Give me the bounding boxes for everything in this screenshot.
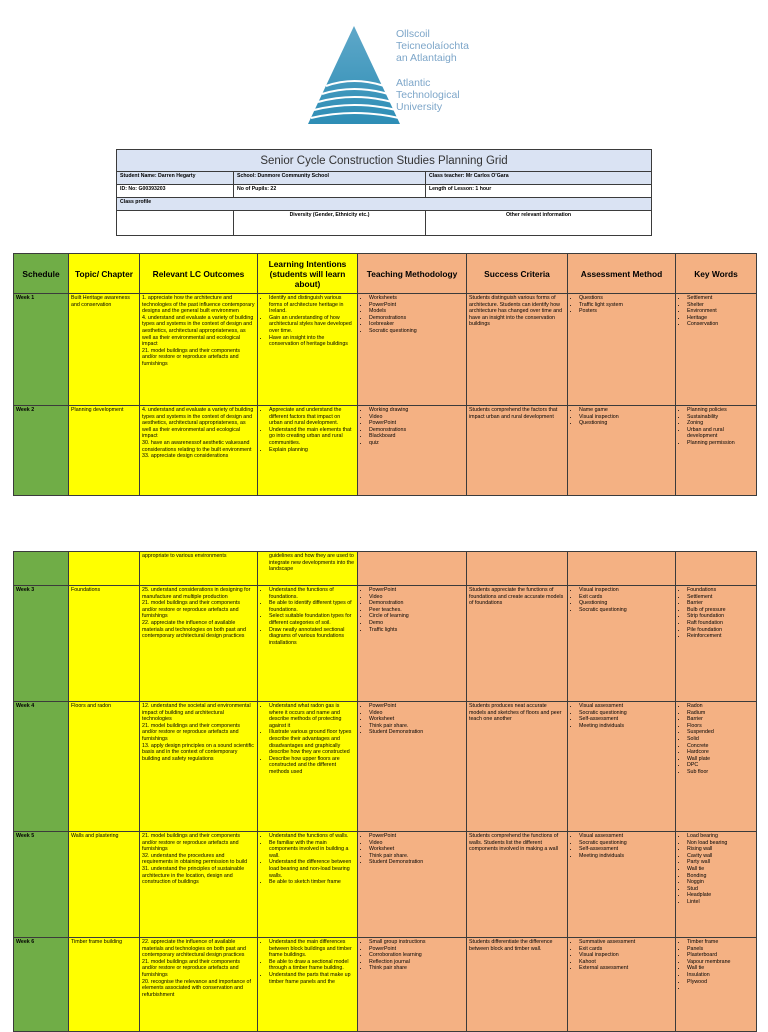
list-item: • Self-assessment — [579, 846, 673, 853]
bullet-list — [260, 703, 355, 776]
table-row — [14, 294, 757, 406]
list-item: • Questioning — [579, 420, 673, 427]
list-item: • Sustainability — [687, 414, 754, 421]
list-item: • Corroboration learning — [369, 952, 464, 959]
text-line: 32. understand the procedures and requirements in obtaining permission to build — [142, 852, 248, 866]
table-row — [14, 406, 757, 496]
table-row — [14, 552, 757, 586]
list-item: • Illustrate various ground floor types describe their advantages and disadvantages and graphically describe how they are constructed — [269, 729, 355, 755]
text-line: appropriate to various environments — [142, 553, 227, 559]
list-item: • Raft foundation — [687, 620, 754, 627]
list-item: • Be familiar with the main components involved in building a wall. — [269, 840, 355, 860]
list-item: • Radium — [687, 710, 754, 717]
header-schedule: Schedule — [14, 254, 69, 294]
bullet-list — [678, 407, 754, 447]
list-item: • Understand the parts that make up timber frame panels and the — [269, 972, 355, 985]
bullet-list — [360, 295, 464, 335]
list-item: • Understand what radon gas is where it occurs and name and describe methods of protecting against it — [269, 703, 355, 729]
keywords-cell — [676, 586, 757, 702]
list-item: • Urban and rural development — [687, 427, 754, 440]
list-item: • Appreciate and understand the different factors that impact on urban and rural development. — [269, 407, 355, 427]
schedule-cell: Week 2 — [14, 406, 69, 496]
logo-line: Ollscoil — [396, 28, 430, 40]
list-item: • Foundations — [687, 587, 754, 594]
assessment-cell — [568, 938, 676, 1032]
schedule-cell: Week 4 — [14, 702, 69, 832]
list-item: • Wall tie — [687, 965, 754, 972]
list-item: • Traffic light system — [579, 302, 673, 309]
list-item: • Visual assessment — [579, 833, 673, 840]
logo-line: Atlantic — [396, 76, 431, 89]
list-item: • Suspended — [687, 729, 754, 736]
planning-info-table — [116, 149, 652, 236]
student-id: ID: No: G00393203 — [117, 185, 234, 198]
assessment-cell — [568, 552, 676, 586]
list-item: • DPC — [687, 762, 754, 769]
list-item: • Traffic lights — [369, 627, 464, 634]
logo-line: Technological — [396, 88, 460, 101]
list-item: • Models — [369, 308, 464, 315]
list-item: • Meeting individuals — [579, 853, 673, 860]
list-item: • Student Demonstration — [369, 729, 464, 736]
list-item: • Hardcore — [687, 749, 754, 756]
list-item: • Exit cards — [579, 946, 673, 953]
list-item: • Peer teaches. — [369, 607, 464, 614]
list-item: • Timber frame — [687, 939, 754, 946]
list-item: • Shelter — [687, 302, 754, 309]
list-item: • Visual assessment — [579, 703, 673, 710]
outcomes-cell — [140, 552, 258, 586]
list-item: • Panels — [687, 946, 754, 953]
list-item: • Sub floor — [687, 769, 754, 776]
list-item: • Think pair share. — [369, 853, 464, 860]
bullet-list — [570, 295, 673, 315]
pupil-count: No of Pupils: 22 — [234, 185, 426, 198]
list-item: • Non load bearing — [687, 840, 754, 847]
list-item: • Socratic questioning — [579, 710, 673, 717]
diversity-label: Diversity (Gender, Ethnicity etc.) — [234, 211, 426, 236]
header-keywords: Key Words — [676, 254, 757, 294]
text-line: 22. appreciate the influence of available materials and technologies on both past and contemporary architectural design practices — [142, 939, 246, 959]
outcomes-cell — [140, 832, 258, 938]
topic-cell: Built Heritage awareness and conservation — [69, 294, 140, 406]
logo-line: University — [396, 101, 443, 114]
topic-cell — [69, 552, 140, 586]
schedule-cell: Week 3 — [14, 586, 69, 702]
bullet-list — [678, 833, 754, 906]
list-item: • Party wall — [687, 859, 754, 866]
logo-wordmark — [396, 28, 469, 113]
list-item: • Settlement — [687, 594, 754, 601]
success-cell: Students differentiate the difference between block and timber wall. — [467, 938, 568, 1032]
keywords-cell — [676, 552, 757, 586]
logo-line: an Atlantaigh — [396, 52, 457, 65]
header-intentions: Learning Intentions (students will learn about) — [258, 254, 358, 294]
table-row — [14, 586, 757, 702]
intentions-cell — [258, 294, 358, 406]
logo-line: Teicneolaíochta — [396, 40, 469, 53]
list-item: • Insulation — [687, 972, 754, 979]
text-line: 21. model buildings and their components and/or restore or reproduce artefacts and furnishings — [142, 347, 241, 367]
schedule-cell: Week 5 — [14, 832, 69, 938]
list-item: • Socratic questioning — [369, 328, 464, 335]
text-line: 12. understand the societal and environmental impact of building and architectural technologies — [142, 703, 251, 723]
class-teacher: Class teacher: Mr Carlos O’Gara — [426, 172, 652, 185]
topic-cell: Timber frame building — [69, 938, 140, 1032]
list-item: • Kahoot — [579, 959, 673, 966]
planning-grid-page2 — [13, 551, 757, 1032]
list-item: • Name game — [579, 407, 673, 414]
list-item: • PowerPoint — [369, 703, 464, 710]
header-assessment: Assessment Method — [568, 254, 676, 294]
bullet-list — [678, 295, 754, 328]
student-name: Student Name: Darren Hegarty — [117, 172, 234, 185]
assessment-cell — [568, 406, 676, 496]
list-item: • Select suitable foundation types for different categories of soil. — [269, 613, 355, 626]
list-item: • Concrete — [687, 743, 754, 750]
text-line: 22. appreciate the influence of available materials and technologies on both past and contemporary architectural design practices — [142, 619, 246, 640]
list-item: • Working drawing — [369, 407, 464, 414]
list-item: • Socratic questioning — [579, 840, 673, 847]
list-item: • Environment — [687, 308, 754, 315]
list-item: • Headplate — [687, 892, 754, 899]
methodology-cell — [358, 552, 467, 586]
success-cell: Students produces neat accurate models and sketches of floors and peer teach one another — [467, 702, 568, 832]
list-item: • Settlement — [687, 295, 754, 302]
list-item: • Demo — [369, 620, 464, 627]
bullet-list — [260, 295, 355, 348]
topic-cell: Foundations — [69, 586, 140, 702]
list-item: • Student Demonstration — [369, 859, 464, 866]
list-item: • Stud — [687, 886, 754, 893]
list-item: • Have an insight into the conservation of heritage buildings — [269, 335, 355, 348]
bullet-list — [260, 407, 355, 453]
list-item: • Summative assessment — [579, 939, 673, 946]
list-item: • PowerPoint — [369, 587, 464, 594]
list-item: • Strip foundation — [687, 613, 754, 620]
bullet-list — [678, 939, 754, 992]
text-line: 4. understand and evaluate a variety of building types and systems in the context of design and aesthetics, architectural appropriateness, as well as their environmental and ecological impact — [142, 407, 254, 440]
list-item: • Barrier — [687, 600, 754, 607]
outcomes-cell — [140, 938, 258, 1032]
text-line: 30. have an awarenessof aesthetic valuesand considerations relating to the built environment — [142, 439, 252, 453]
text-line: 21. model buildings and their components and/or restore or reproduce artefacts and furnishings — [142, 600, 241, 620]
methodology-cell — [358, 938, 467, 1032]
list-item: • Understand the functions of foundations. — [269, 587, 355, 600]
list-item: • Think pair share. — [369, 723, 464, 730]
assessment-cell — [568, 294, 676, 406]
list-item: • Radon — [687, 703, 754, 710]
methodology-cell — [358, 294, 467, 406]
list-item: • Meeting individuals — [579, 723, 673, 730]
list-item: • Draw neatly annotated sectional diagrams of various foundations installations — [269, 627, 355, 647]
list-item: • Reflection journal — [369, 959, 464, 966]
list-item: • Blackboard — [369, 433, 464, 440]
methodology-cell — [358, 832, 467, 938]
bullet-list — [570, 833, 673, 859]
list-item: • Describe how upper floors are constructed and the different methods used — [269, 756, 355, 776]
list-item: • Worksheet — [369, 716, 464, 723]
list-item: • Video — [369, 710, 464, 717]
list-item: • Heritage — [687, 315, 754, 322]
list-item: • Wall plate — [687, 756, 754, 763]
list-item: • Be able to sketch timber frame — [269, 879, 355, 886]
header-success: Success Criteria — [467, 254, 568, 294]
outcomes-cell — [140, 406, 258, 496]
topic-cell: Walls and plastering — [69, 832, 140, 938]
keywords-cell — [676, 702, 757, 832]
bullet-list — [570, 939, 673, 972]
list-item: • Floors — [687, 723, 754, 730]
list-item: • PowerPoint — [369, 833, 464, 840]
list-item: • Understand the functions of walls. — [269, 833, 355, 840]
list-item: • Demonstration — [369, 600, 464, 607]
intentions-cell: guidelines and how they are used to integrate new developments into the landscape — [258, 552, 358, 586]
list-item: • Noggin — [687, 879, 754, 886]
header-topic: Topic/ Chapter — [69, 254, 140, 294]
list-item: • Planning permission — [687, 440, 754, 447]
list-item: • Video — [369, 840, 464, 847]
text-line: 13. apply design principles on a sound scientific basis and in the context of contemporary building and safety regulations — [142, 742, 254, 762]
keywords-cell — [676, 294, 757, 406]
list-item: • Zoning — [687, 420, 754, 427]
bullet-list — [360, 407, 464, 447]
list-item: • quiz — [369, 440, 464, 447]
list-item: • Icebreaker — [369, 321, 464, 328]
list-item: • Bulb of pressure — [687, 607, 754, 614]
list-item: • Think pair share — [369, 965, 464, 972]
bullet-list — [678, 587, 754, 640]
schedule-cell: Week 1 — [14, 294, 69, 406]
bullet-list — [570, 703, 673, 729]
text-line: 1. appreciate how the architecture and technologies of the past influence contemporary designs and the general built environmen — [142, 295, 255, 315]
list-item: • Visual inspection — [579, 952, 673, 959]
list-item: • Questioning — [579, 600, 673, 607]
text-line: 21. model buildings and their components and/or restore or reproduce artefacts and furnishings — [142, 722, 241, 742]
list-item: • Reinforcement — [687, 633, 754, 640]
table-row — [14, 832, 757, 938]
list-item: • Wall tie — [687, 866, 754, 873]
bullet-list — [678, 703, 754, 776]
bullet-list — [360, 587, 464, 633]
list-item: • Posters — [579, 308, 673, 315]
list-item: • Understand the main differences between block buildings and timber frame buildings. — [269, 939, 355, 959]
list-item: • PowerPoint — [369, 946, 464, 953]
methodology-cell — [358, 702, 467, 832]
success-cell: Students comprehend the factors that impact urban and rural development — [467, 406, 568, 496]
intentions-cell — [258, 406, 358, 496]
success-cell: Students appreciate the functions of foundations and create accurate models of foundations — [467, 586, 568, 702]
outcomes-cell — [140, 586, 258, 702]
outcomes-cell — [140, 294, 258, 406]
list-item: • Questions — [579, 295, 673, 302]
list-item: • Understand the difference between load bearing and non-load bearing walls. — [269, 859, 355, 879]
list-item: • Solid — [687, 736, 754, 743]
list-item: • Demonstrations — [369, 315, 464, 322]
assessment-cell — [568, 586, 676, 702]
list-item: • Worksheet — [369, 846, 464, 853]
assessment-cell — [568, 702, 676, 832]
success-cell: Students comprehend the functions of walls. Students list the different components involved in making a wall — [467, 832, 568, 938]
methodology-cell — [358, 586, 467, 702]
lesson-length: Length of Lesson: 1 hour — [426, 185, 652, 198]
list-item: • Gain an understanding of how architectural styles have developed over time. — [269, 315, 355, 335]
planning-grid-page1 — [13, 253, 757, 496]
school-name: School: Dunmore Community School — [234, 172, 426, 185]
list-item: • Conservation — [687, 321, 754, 328]
bullet-list — [260, 587, 355, 646]
list-item: • Exit cards — [579, 594, 673, 601]
methodology-cell — [358, 406, 467, 496]
keywords-cell — [676, 938, 757, 1032]
list-item: • Lintel — [687, 899, 754, 906]
list-item: • Plywood — [687, 979, 754, 986]
keywords-cell — [676, 406, 757, 496]
list-item: • Rising wall — [687, 846, 754, 853]
list-item: • PowerPoint — [369, 302, 464, 309]
list-item: • Bonding — [687, 873, 754, 880]
success-cell — [467, 552, 568, 586]
bullet-list — [360, 833, 464, 866]
list-item: • External assessment — [579, 965, 673, 972]
list-item: • Visual inspection — [579, 587, 673, 594]
list-item: • Small group instructions — [369, 939, 464, 946]
list-item: • Self-assessment — [579, 716, 673, 723]
class-profile: Class profile — [117, 198, 652, 211]
list-item: • Explain planning — [269, 447, 355, 454]
text-line: 25. understand considerations in designing for manufacture and multiple production — [142, 587, 251, 600]
list-item: • Demonstrations — [369, 427, 464, 434]
list-item: • Be able to identify different types of foundations. — [269, 600, 355, 613]
other-info-label: Other relevant information — [426, 211, 652, 236]
table-row — [14, 938, 757, 1032]
intentions-cell — [258, 938, 358, 1032]
list-item: • Vapour membrane — [687, 959, 754, 966]
topic-cell: Floors and radon — [69, 702, 140, 832]
bullet-list — [570, 587, 673, 613]
list-item — [687, 985, 754, 992]
intentions-cell — [258, 586, 358, 702]
list-item: • Visual inspection — [579, 414, 673, 421]
assessment-cell — [568, 832, 676, 938]
text-line: 21. model buildings and their components and/or restore or reproduce artefacts and furnishings — [142, 833, 241, 853]
table-row — [14, 702, 757, 832]
list-item: • Barrier — [687, 716, 754, 723]
list-item: • Pile foundation — [687, 627, 754, 634]
list-item: • Video — [369, 414, 464, 421]
list-item: • Identify and distinguish various forms of architecture heritage in Ireland. — [269, 295, 355, 315]
bullet-list — [360, 703, 464, 736]
bullet-list — [260, 833, 355, 886]
bullet-list — [570, 407, 673, 427]
text-line: 4. understand and evaluate a variety of building types and systems in the context of design and aesthetics, architectural appropriateness, as well as their environmental and ecological impact — [142, 314, 254, 348]
text-line: 21. model buildings and their components and/or restore or reproduce artefacts and furnishings — [142, 958, 241, 978]
header-methodology: Teaching Methodology — [358, 254, 467, 294]
list-item: • Video — [369, 594, 464, 601]
list-item: • Understand the main elements that go into creating urban and rural communities. — [269, 427, 355, 447]
text-line: 20. recognise the relevance and importance of elements associated with conservation and refurbishment — [142, 978, 251, 998]
bullet-list — [360, 939, 464, 972]
list-item: • Load bearing — [687, 833, 754, 840]
schedule-cell — [14, 552, 69, 586]
list-item: • Be able to draw a sectional model through a timber frame building. — [269, 959, 355, 972]
list-item: • Planning policies — [687, 407, 754, 414]
list-item: • Cavity wall — [687, 853, 754, 860]
list-item: • Circle of learning — [369, 613, 464, 620]
intentions-cell — [258, 702, 358, 832]
page-title: Senior Cycle Construction Studies Planning Grid — [117, 150, 652, 172]
intentions-cell — [258, 832, 358, 938]
text-line: 33. appreciate design considerations — [142, 453, 229, 460]
list-item: • Plasterboard — [687, 952, 754, 959]
text-line: 31. understand the principles of sustainable architecture in the location, design and construction of buildings — [142, 865, 245, 886]
schedule-cell: Week 6 — [14, 938, 69, 1032]
header-outcomes: Relevant LC Outcomes — [140, 254, 258, 294]
bullet-list — [260, 939, 355, 985]
success-cell: Students distinguish various forms of architecture. Students can identify how architecture has changed over time and have an insight into the conservation buildings — [467, 294, 568, 406]
list-item: • Socratic questioning — [579, 607, 673, 614]
outcomes-cell — [140, 702, 258, 832]
list-item: • Worksheets — [369, 295, 464, 302]
keywords-cell — [676, 832, 757, 938]
list-item: • PowerPoint — [369, 420, 464, 427]
topic-cell: Planning development — [69, 406, 140, 496]
